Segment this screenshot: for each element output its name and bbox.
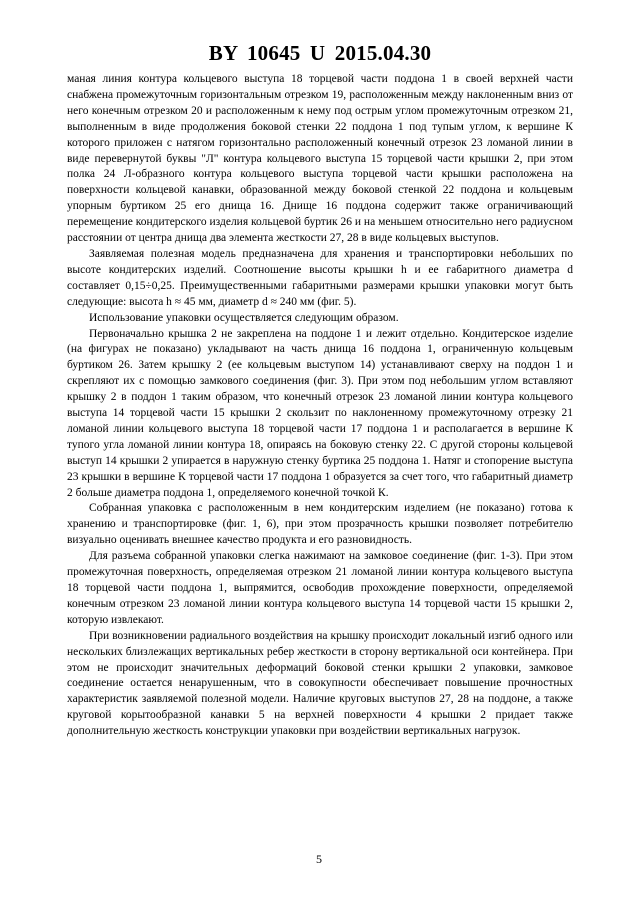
paragraph-assembly: Первоначально крышка 2 не закреплена на поддоне 1 и лежит отдельно. Кондитерское изделие (на фигурах не показано) укладывают на часть днища 16 поддона 1, ограниченную кольцевым буртиком 26. Затем крышку 2 (ее кольцевым выступом 14) устанавливают сверху на поддон 1 и скрепляют их с помощью замкового соединения (фиг. 3). При этом под небольшим углом вставляют крышку 2 в поддон 1 таким образом, что конечный отрезок 23 ломаной линии контура кольцевого выступа 14 торцевой части 15 крышки 2 скользит по наклоненному промежуточному отрезку 21 ломаной линии кольцевого выступа 18 торцевой части 17 поддона 1 и располагается в вершине К тупого угла ломаной линии контура 18, опираясь на боковую стенку 22. С другой стороны кольцевой выступ 14 крышки 2 упирается в наружную стенку буртика 25 поддона 1. Натяг и стопорение выступа 23 крышки в вершине К торцевой части 17 поддона 1 образуется за счет того, что габаритный диаметр 2 больше диаметра поддона 1, определяемого конечной точкой К.	[67, 327, 573, 499]
paragraph-disassembly: Для разъема собранной упаковки слегка нажимают на замковое соединение (фиг. 1-3). При этом промежуточная поверхность, определяемая отрезком 21 ломаной линии контура кольцевого выступа 18 торцевой части поддона 1, выпрямится, освободив прохождение поверхности, определяемой конечным отрезком 23 ломаной линии контура кольцевого выступа 14 торцевой части 15 крышки 2, которую извлекают.	[67, 550, 573, 626]
paragraph-storage: Собранная упаковка с расположенным в нем кондитерским изделием (не показано) готова к хранению и транспортировке (фиг. 1, 6), при этом прозрачность крышки позволяет потребителю визуально оценивать внешнее качество продукта и его разновидность.	[67, 502, 573, 547]
paragraph-continuation: маная линия контура кольцевого выступа 18 торцевой части поддона 1 в своей верхней части снабжена промежуточным горизонтальным отрезком 19, расположенным между наклоненным вниз от него конечным отрезком 20 и расположенным к нему под острым углом промежуточным отрезком 21, выполненным в виде продолжения боковой стенки 22 поддона 1 под тупым углом, к вершине К которого приложен с натягом горизонтально расположенный конечный отрезок 23 ломаной линии в виде перевернутой буквы "Л" контура кольцевого выступа 15 торцевой части крышки 2, при этом полка 24 Л-образного контура кольцевого выступа торцевой части крышки расположена на поверхности кольцевой канавки, образованной между боковой стенкой 22 поддона и кольцевым упорным буртиком 25 его днища 16. Днище 16 поддона содержит также ограничивающий перемещение кондитерского изделия кольцевой буртик 26 и на меньшем относительно него радиусном расстоянии от центра днища два элемента жесткости 27, 28 в виде кольцевых выступов.	[67, 73, 573, 245]
patent-header: BY 10645 U 2015.04.30	[208, 41, 432, 65]
paragraph-usage-intro: Использование упаковки осуществляется следующим образом.	[89, 311, 399, 324]
page-number: 5	[316, 852, 322, 866]
document-body	[67, 72, 573, 740]
paragraph-stiffness: При возникновении радиального воздействия на крышку происходит локальный изгиб одного или нескольких близлежащих вертикальных ребер жесткости в сторону вертикальной оси контейнера. При этом не происходит значительных деформаций боковой стенки крышки 2 упаковки, замковое соединение остается ненарушенным, что в совокупности обеспечивает повышение прочностных характеристик заявляемой полезной модели. Наличие круговых выступов 27, 28 на поддоне, а также круговой корытообразной канавки 5 на верхней поверхности 4 крышки 2 придает также дополнительную жесткость конструкции упаковки при воздействии вертикальных нагрузок.	[67, 629, 573, 738]
paragraph-purpose: Заявляемая полезная модель предназначена для хранения и транспортировки небольших по высоте кондитерских изделий. Соотношение высоты крышки h и ее габаритного диаметра d составляет 0,15÷0,25. Преимущественными габаритными размерами крышки упаковки могут быть следующие: высота h ≈ 45 мм, диаметр d ≈ 240 мм (фиг. 5).	[67, 247, 573, 308]
